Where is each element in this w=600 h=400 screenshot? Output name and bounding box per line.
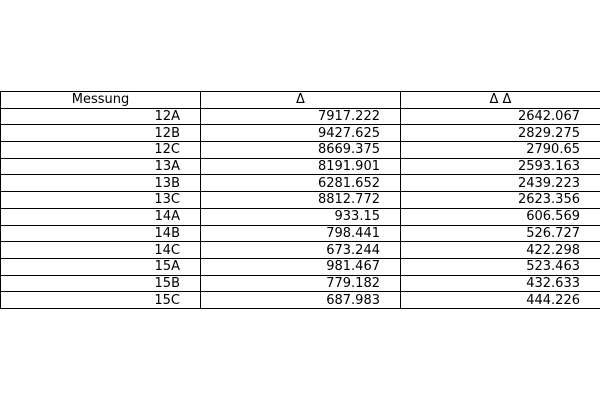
cell-messung: 14B — [1, 225, 201, 242]
cell-delta: 6281.652 — [201, 175, 401, 192]
cell-delta-delta: 2790.65 — [401, 142, 600, 159]
cell-delta: 673.244 — [201, 242, 401, 259]
column-header-messung: Messung — [1, 92, 201, 109]
cell-messung: 14C — [1, 242, 201, 259]
table-row — [1, 158, 600, 175]
header-row — [1, 92, 600, 109]
measurement-table — [0, 91, 600, 309]
cell-delta-delta: 2829.275 — [401, 125, 600, 142]
cell-delta-delta: 422.298 — [401, 242, 600, 259]
table-row — [1, 142, 600, 159]
cell-messung: 13C — [1, 192, 201, 209]
cell-delta-delta: 523.463 — [401, 258, 600, 275]
table-row — [1, 108, 600, 125]
cell-delta: 981.467 — [201, 258, 401, 275]
cell-messung: 14A — [1, 208, 201, 225]
cell-messung: 13A — [1, 158, 201, 175]
cell-messung: 15A — [1, 258, 201, 275]
cell-delta-delta: 606.569 — [401, 208, 600, 225]
cell-delta: 798.441 — [201, 225, 401, 242]
cell-messung: 13B — [1, 175, 201, 192]
cell-delta: 779.182 — [201, 275, 401, 292]
cell-delta: 7917.222 — [201, 108, 401, 125]
cell-delta-delta: 2623.356 — [401, 192, 600, 209]
cell-delta-delta: 2593.163 — [401, 158, 600, 175]
table-row — [1, 292, 600, 309]
table-row — [1, 192, 600, 209]
cell-messung: 12B — [1, 125, 201, 142]
cell-delta: 9427.625 — [201, 125, 401, 142]
table-row — [1, 175, 600, 192]
cell-delta: 8191.901 — [201, 158, 401, 175]
table-row — [1, 242, 600, 259]
table-row — [1, 258, 600, 275]
cell-messung: 12A — [1, 108, 201, 125]
column-header-delta-delta: Δ Δ — [401, 92, 600, 109]
cell-messung: 12C — [1, 142, 201, 159]
table-row — [1, 125, 600, 142]
cell-delta: 8812.772 — [201, 192, 401, 209]
table-row — [1, 208, 600, 225]
cell-delta-delta: 444.226 — [401, 292, 600, 309]
cell-delta-delta: 2439.223 — [401, 175, 600, 192]
cell-delta: 8669.375 — [201, 142, 401, 159]
cell-delta-delta: 2642.067 — [401, 108, 600, 125]
cell-delta: 687.983 — [201, 292, 401, 309]
table-row — [1, 225, 600, 242]
cell-messung: 15C — [1, 292, 201, 309]
cell-delta-delta: 526.727 — [401, 225, 600, 242]
cell-delta: 933.15 — [201, 208, 401, 225]
table-row — [1, 275, 600, 292]
column-header-delta: Δ — [201, 92, 401, 109]
cell-messung: 15B — [1, 275, 201, 292]
cell-delta-delta: 432.633 — [401, 275, 600, 292]
table-body — [1, 108, 600, 308]
